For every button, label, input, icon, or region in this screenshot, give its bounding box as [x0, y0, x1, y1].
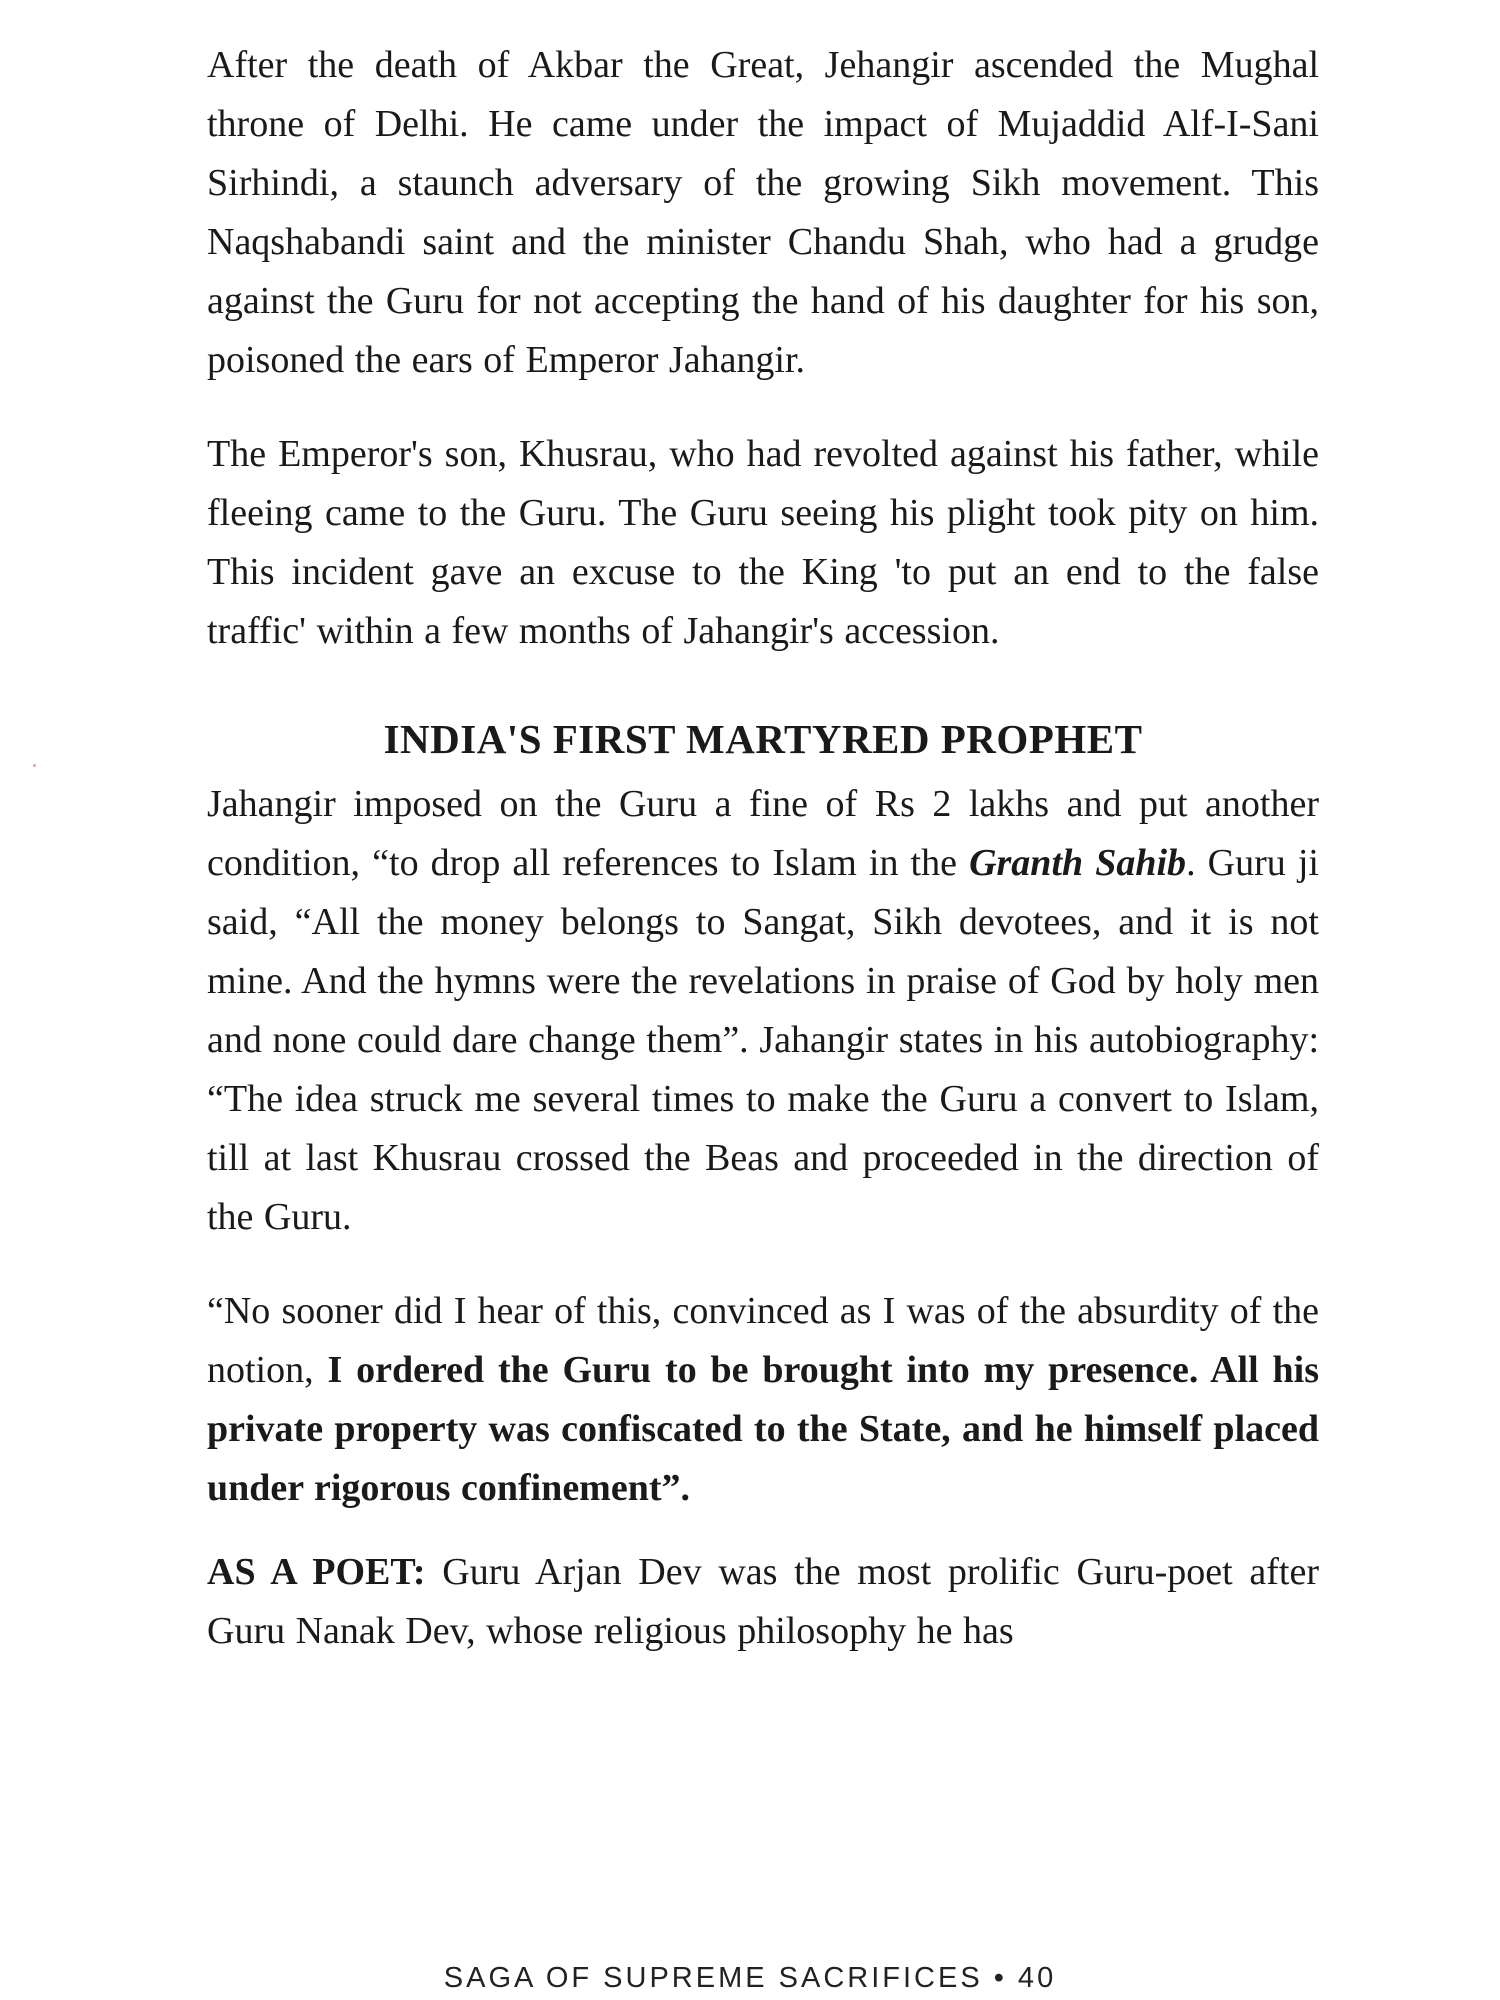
fine-text-part1: Jahangir imposed on the Guru a fine of Rs 2 lakhs and put another condition, “to drop all references to Islam in the: [207, 783, 1319, 884]
poet-label: AS A POET:: [207, 1551, 426, 1593]
paragraph-gap: [207, 390, 1319, 425]
fine-text-part2: . Guru ji said, “All the money belongs to Sangat, Sikh devotees, and it is not mine. And the hymns were the revelations in praise of God by holy men and none could dare change them”. Jahangir states in his autobiography: “The idea struck me several times to make the Guru a convert to Islam, till at last Khusrau crossed the Beas and proceeded in the direction of the Guru.: [207, 842, 1319, 1238]
paragraph-fine: [207, 775, 1319, 1247]
page-body: [207, 36, 1319, 1661]
paragraph-gap: [207, 1247, 1319, 1282]
paragraph-gap: [207, 1518, 1319, 1543]
section-heading: INDIA'S FIRST MARTYRED PROPHET: [383, 716, 1143, 762]
poet-text: Guru Arjan Dev was the most prolific Guru-poet after Guru Nanak Dev, whose religious philosophy he has: [207, 1551, 1319, 1652]
paragraph-khusrau: The Emperor's son, Khusrau, who had revolted against his father, while fleeing came to the Guru. The Guru seeing his plight took pity on him. This incident gave an excuse to the King 'to put an end to the false traffic' within a few months of Jahangir's accession.: [207, 433, 1319, 652]
paragraph-poet: [207, 1543, 1319, 1661]
paragraph-order: [207, 1282, 1319, 1518]
granth-sahib-emphasis: Granth Sahib: [969, 842, 1187, 884]
paragraph-akbar-death: After the death of Akbar the Great, Jehangir ascended the Mughal throne of Delhi. He came under the impact of Mujaddid Alf-I-Sani Sirhindi, a staunch adversary of the growing Sikh movement. This Naqshabandi saint and the minister Chandu Shah, who had a grudge against the Guru for not accepting the hand of his daughter for his son, poisoned the ears of Emperor Jahangir.: [207, 44, 1319, 381]
order-text-normal: “No sooner did I hear of this, convinced as I was of the absurdity of the notion,: [207, 1290, 1319, 1391]
margin-speck: [33, 764, 36, 767]
order-text-bold: I ordered the Guru to be brought into my presence. All his private property was confiscated to the State, and he himself placed under rigorous confinement”.: [207, 1349, 1319, 1509]
page-footer: SAGA OF SUPREME SACRIFICES • 40: [443, 1962, 1057, 1994]
